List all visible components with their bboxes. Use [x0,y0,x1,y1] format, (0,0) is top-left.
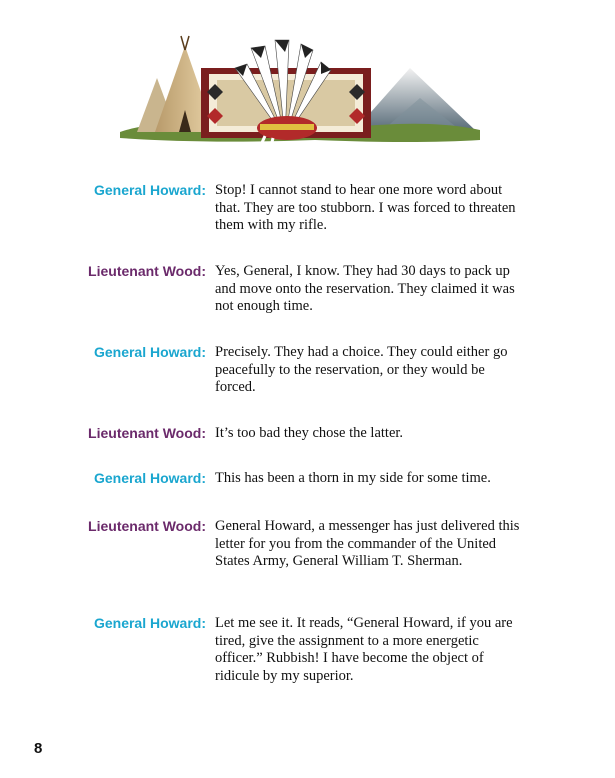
speaker-name: General Howard: [93,182,206,198]
speaker-name: General Howard: [93,470,206,486]
speaker-name: Lieutenant Wood: [88,263,206,279]
speaker-name: General Howard: [93,344,206,360]
mountains-icon [355,68,475,130]
speech-text: Stop! I cannot stand to hear one more word about that. They are too stubborn. I was forced to threaten them with my rifle. [215,182,516,233]
speech-text: This has been a thorn in my side for some time. [215,470,491,486]
speaker-name: Lieutenant Wood: [88,518,206,534]
speech-text: Let me see it. It reads, “General Howard, if you are tired, give the assignment to a more energetic officer.” Rubbish! I have become the object of ridicule by my superior. [215,615,513,684]
page-number: 8 [34,740,43,757]
speech-text: General Howard, a messenger has just delivered this letter for you from the commander of the United States Army, General William T. Sherman. [215,518,520,569]
speaker-name: Lieutenant Wood: [88,425,206,441]
speech-text: Yes, General, I know. They had 30 days to pack up and move onto the reservation. They claimed it was not enough time. [215,263,515,314]
speaker-name: General Howard: [93,615,206,631]
illustration-native-scene [115,28,485,168]
speech-text: It’s too bad they chose the latter. [215,425,404,441]
speech-text: Precisely. They had a choice. They could either go peacefully to the reservation, or they would be forced. [215,344,508,395]
